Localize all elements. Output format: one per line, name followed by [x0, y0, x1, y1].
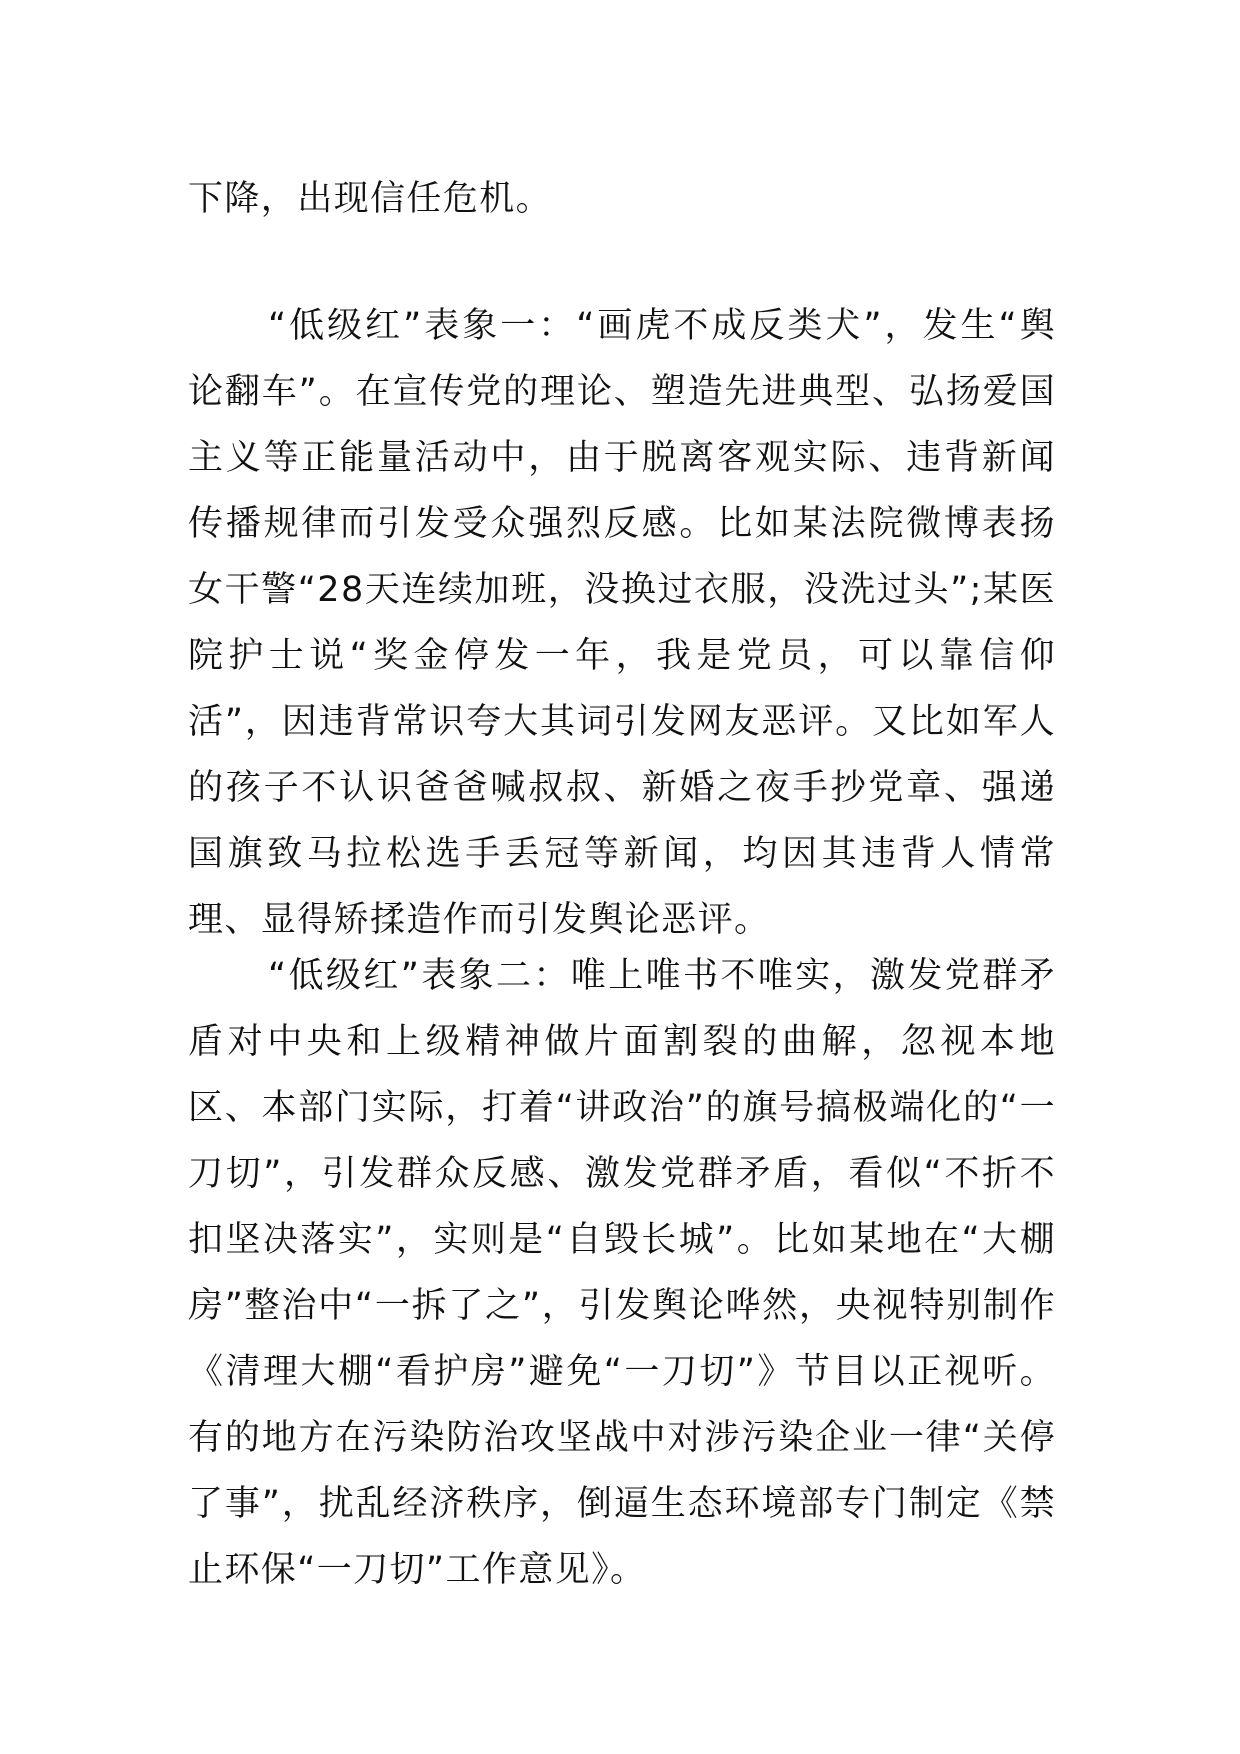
paragraph-symptom-two: “低级红”表象二：唯上唯书不唯实，激发党群矛盾对中央和上级精神做片面割裂的曲解，忽视本地区、本部门实际，打着“讲政治”的旗号搞极端化的“一刀切”，引发群众反感、激发党群矛盾，看似“不折不扣坚决落实”，实则是“自毁长城”。比如某地在“大棚房”整治中“一拆了之”，引发舆论哗然，央视特别制作《清理大棚“看护房”避免“一刀切”》节目以正视听。有的地方在污染防治攻坚战中对涉污染企业一律“关停了事”，扰乱经济秩序，倒逼生态环境部专门制定《禁止环保“一刀切”工作意见》。 — [188, 956, 1056, 1590]
paragraph-symptom-one: “低级红”表象一：“画虎不成反类犬”，发生“舆论翻车”。在宣传党的理论、塑造先进典型、弘扬爱国主义等正能量活动中，由于脱离客观实际、违背新闻传播规律而引发受众强烈反感。比如某法院微博表扬女干警“28天连续加班，没换过衣服，没洗过头”;某医院护士说“奖金停发一年，我是党员，可以靠信仰活”，因违背常识夸大其词引发网友恶评。又比如军人的孩子不认识爸爸喊叔叔、新婚之夜手抄党章、强递国旗致马拉松选手丢冠等新闻，均因其违背人情常理、显得矫揉造作而引发舆论恶评。 — [188, 306, 1056, 940]
paragraph-continuation: 下降，出现信任危机。 — [188, 179, 553, 219]
